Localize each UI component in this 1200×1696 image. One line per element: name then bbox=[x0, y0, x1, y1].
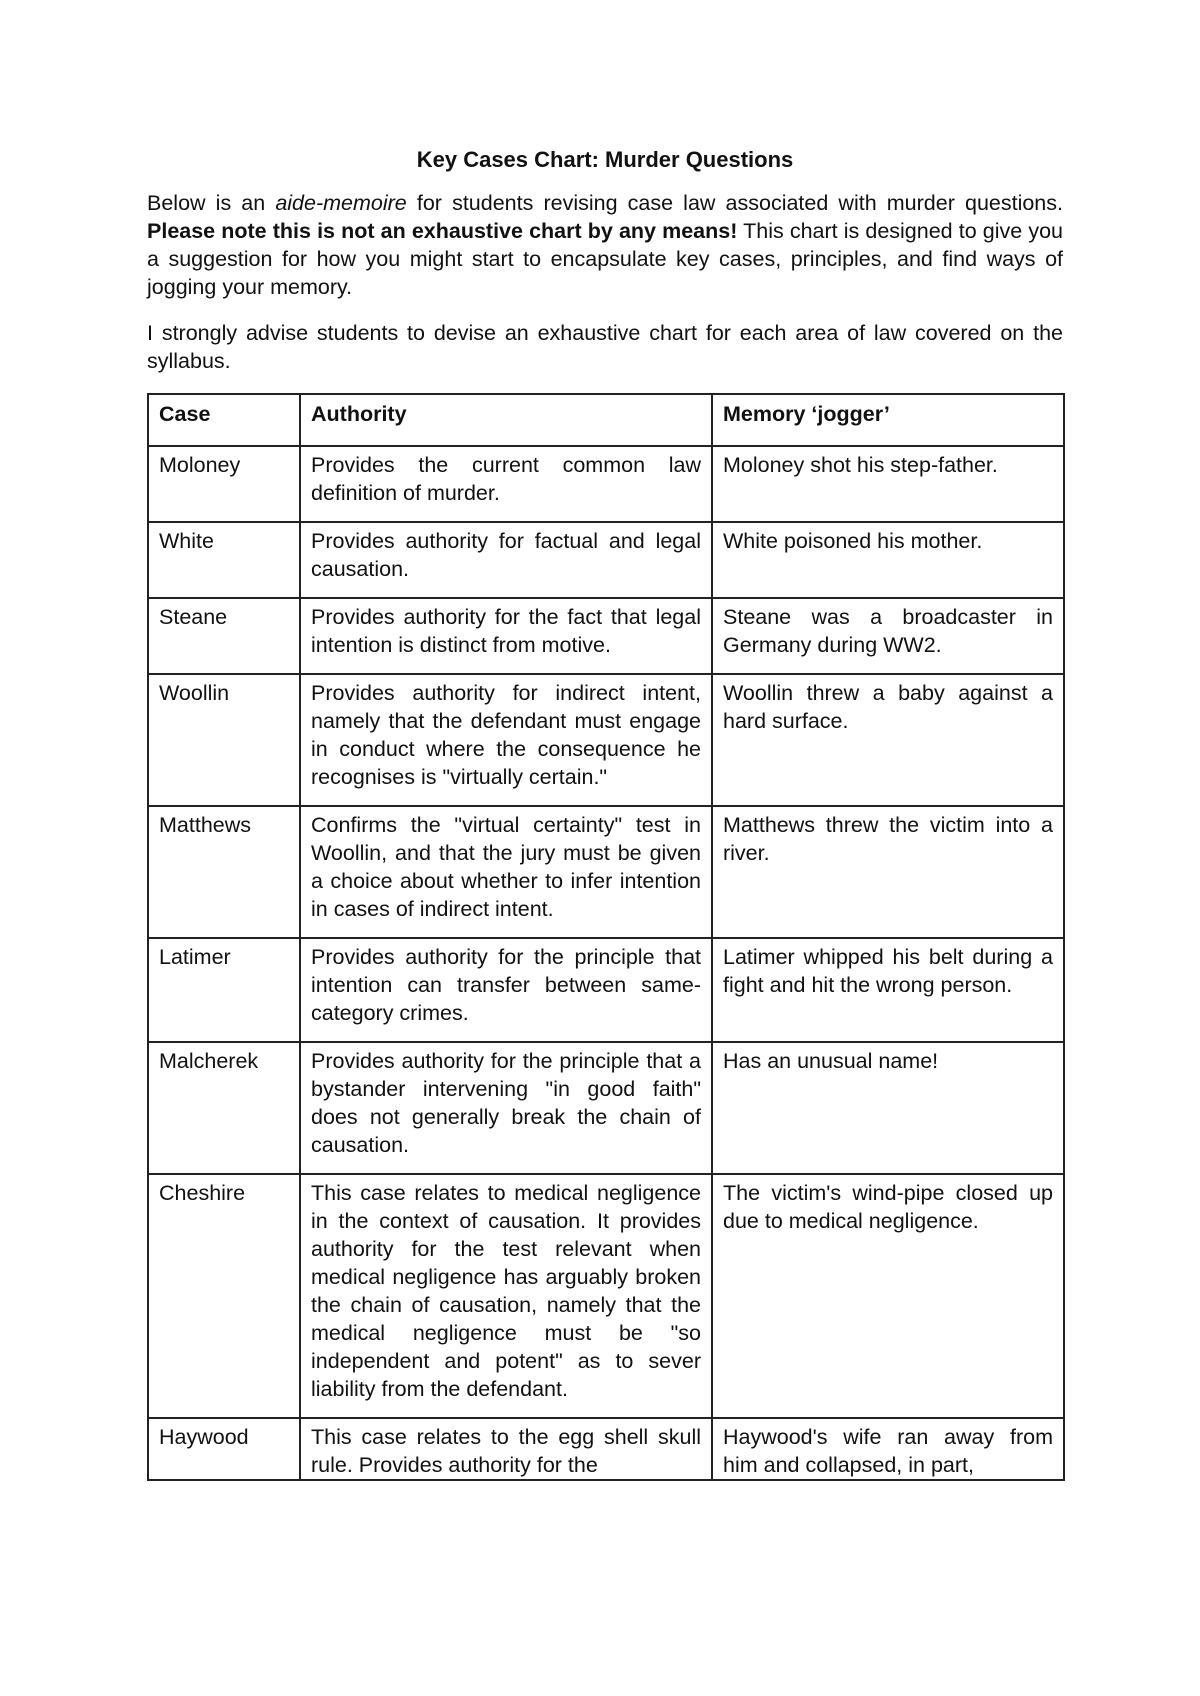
case-authority: Confirms the "virtual certainty" test in Woollin, and that the jury must be given a choice about whether to infer intention in cases of indirect intent. bbox=[300, 806, 712, 938]
case-name: Cheshire bbox=[148, 1174, 300, 1418]
case-authority: Provides authority for indirect intent, namely that the defendant must engage in conduct where the consequence he recognises is "virtually certain." bbox=[300, 674, 712, 806]
case-authority: Provides authority for the principle that intention can transfer between same-category crimes. bbox=[300, 938, 712, 1042]
table-row bbox=[148, 446, 1064, 522]
table-row bbox=[148, 1174, 1064, 1418]
case-name: Moloney bbox=[148, 446, 300, 522]
case-authority: Provides authority for the fact that legal intention is distinct from motive. bbox=[300, 598, 712, 674]
key-cases-table bbox=[147, 393, 1065, 1481]
table-row bbox=[148, 598, 1064, 674]
intro-paragraph bbox=[147, 189, 1063, 301]
case-name: Steane bbox=[148, 598, 300, 674]
table-row bbox=[148, 674, 1064, 806]
header-memory-jogger: Memory ‘jogger’ bbox=[712, 394, 1064, 446]
case-name: White bbox=[148, 522, 300, 598]
case-name: Matthews bbox=[148, 806, 300, 938]
case-memory-jogger-text: Haywood's wife ran away from him and collapsed, in part, bbox=[723, 1425, 1053, 1477]
intro-text-2: for students revising case law associated with murder questions. bbox=[406, 191, 1063, 215]
document-page bbox=[147, 145, 1063, 1481]
table-row bbox=[148, 1418, 1064, 1480]
table-row bbox=[148, 522, 1064, 598]
case-name: Woollin bbox=[148, 674, 300, 806]
case-memory-jogger: Steane was a broadcaster in Germany during WW2. bbox=[712, 598, 1064, 674]
intro-text-3: This chart is designed to give you a suggestion for how you might start to encapsulate key cases, principles, and find ways of jogging your memory. bbox=[147, 219, 1063, 299]
table-row bbox=[148, 938, 1064, 1042]
page-title: Key Cases Chart: Murder Questions bbox=[416, 147, 794, 172]
intro-italic-term: aide-memoire bbox=[275, 191, 407, 215]
case-memory-jogger: The victim's wind-pipe closed up due to medical negligence. bbox=[712, 1174, 1064, 1418]
case-authority-text: This case relates to the egg shell skull rule. Provides authority for the bbox=[311, 1425, 701, 1477]
case-name bbox=[148, 1418, 300, 1480]
case-memory-jogger bbox=[712, 1418, 1064, 1480]
case-authority: Provides authority for the principle that a bystander intervening "in good faith" does not generally break the chain of causation. bbox=[300, 1042, 712, 1174]
case-memory-jogger: Has an unusual name! bbox=[712, 1042, 1064, 1174]
case-memory-jogger: White poisoned his mother. bbox=[712, 522, 1064, 598]
case-name-text: Haywood bbox=[159, 1425, 249, 1449]
case-authority bbox=[300, 1418, 712, 1480]
case-memory-jogger: Moloney shot his step-father. bbox=[712, 446, 1064, 522]
table-row bbox=[148, 1042, 1064, 1174]
table-row bbox=[148, 806, 1064, 938]
intro-text-1: Below is an bbox=[147, 191, 276, 215]
intro-bold-note: Please note this is not an exhaustive chart by any means! bbox=[147, 219, 738, 243]
case-memory-jogger: Woollin threw a baby against a hard surface. bbox=[712, 674, 1064, 806]
case-authority: Provides authority for factual and legal causation. bbox=[300, 522, 712, 598]
case-authority: Provides the current common law definition of murder. bbox=[300, 446, 712, 522]
case-authority: This case relates to medical negligence in the context of causation. It provides authority for the test relevant when medical negligence has arguably broken the chain of causation, namely that the medical negligence must be "so independent and potent" as to sever liability from the defendant. bbox=[300, 1174, 712, 1418]
table-header-row bbox=[148, 394, 1064, 446]
header-authority: Authority bbox=[300, 394, 712, 446]
case-memory-jogger: Matthews threw the victim into a river. bbox=[712, 806, 1064, 938]
header-case: Case bbox=[148, 394, 300, 446]
case-memory-jogger: Latimer whipped his belt during a fight and hit the wrong person. bbox=[712, 938, 1064, 1042]
advice-paragraph: I strongly advise students to devise an exhaustive chart for each area of law covered on the syllabus. bbox=[147, 321, 1063, 373]
case-name: Latimer bbox=[148, 938, 300, 1042]
case-name: Malcherek bbox=[148, 1042, 300, 1174]
